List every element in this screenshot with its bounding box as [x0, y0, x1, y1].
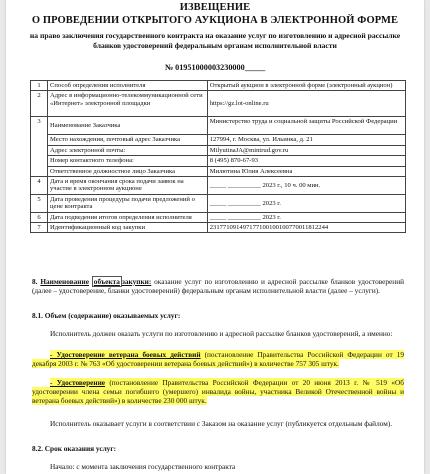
row-value: https://gz.lot-online.ru [207, 91, 405, 117]
table-row [31, 91, 406, 117]
section-8-number: 8. [32, 277, 38, 286]
row-value: Министерство труда и социальной защиты Российской Федерации [207, 117, 405, 135]
doc-title-auction: О ПРОВЕДЕНИИ ОТКРЫТОГО АУКЦИОНА В ЭЛЕКТРОННОЙ ФОРМЕ [31, 15, 399, 26]
notice-info-table [30, 80, 406, 233]
paragraph-order: Исполнитель оказывает услуги в соответствии с Заказом на оказание услуг (публикуется отдельным файлом). [50, 419, 393, 428]
row-label: Идентификационный код закупки [48, 223, 208, 233]
paragraph-start: Начало: с момента заключения государственного контракта [50, 462, 236, 471]
section-8-1-heading: 8.1. Объем (содержание) оказываемых услуг: [32, 311, 181, 320]
notice-number: № 01951000003230000_____ [164, 63, 266, 72]
section-8-2-heading: 8.2. Срок оказания услуг: [32, 444, 117, 453]
table-row [31, 135, 406, 145]
doc-subtitle: на право заключения государственного контракта на оказание услуг по изготовлению и адресной рассылке бланков удостоверений федеральным органам исполнительной власти [29, 31, 401, 50]
table-row [31, 194, 406, 212]
row-label: Адрес в информационно-телекоммуникационной сети «Интернет» электронной площадки [48, 91, 208, 117]
bullet-veteran [32, 350, 404, 368]
row-number: 5 [31, 194, 48, 212]
row-value: Открытый аукцион в электронной форме (электронный аукцион) [207, 81, 405, 91]
bullet-veteran-lead: - Удостоверение ветерана боевых действий [50, 350, 201, 359]
row-number: 4 [31, 177, 48, 195]
row-label: Адрес электронной почты: [48, 145, 208, 155]
section-8-text: оказание услуг по изготовлению и адресной рассылке бланков удостоверений (далее – удостоверение, бланки удостоверений) федеральным органам исполнительной власти (далее – услуги). [32, 277, 404, 296]
doc-title-notice: ИЗВЕЩЕНИЕ [179, 2, 251, 13]
row-label: Наименование Заказчика [48, 117, 208, 135]
bullet-family-text [32, 378, 404, 405]
row-value: Милютина Юлия Алексеевна [207, 166, 405, 176]
bullet-veteran-text [32, 350, 404, 368]
row-label: Способ определения исполнителя [48, 81, 208, 91]
bullet-family-lead: - Удостоверение [50, 378, 106, 387]
table-row [31, 223, 406, 233]
table-row [31, 177, 406, 195]
row-number: 2 [31, 91, 48, 117]
row-number: 1 [31, 81, 48, 91]
bullet-family [32, 378, 404, 406]
row-number: 7 [31, 223, 48, 233]
table-row [31, 145, 406, 155]
row-value: 8 (495) 870-67-93 [207, 156, 405, 166]
row-label: Ответственное должностное лицо Заказчика [48, 166, 208, 176]
row-value: MilyutinaJA@mintrud.gov.ru [207, 145, 405, 155]
row-value: _____ __________ 2023 г. [207, 194, 405, 212]
bullet-veteran-detail: (постановление Правительства Российской Федерации от 19 декабря 2003 г. № 763 «Об удостоверении ветерана боевых действий») в количестве 757 305 штук. [32, 350, 404, 369]
row-value: 231771091497177100100100770011812244 [207, 223, 405, 233]
document-page [6, 0, 424, 474]
row-number: 6 [31, 212, 48, 222]
row-label: Дата подведения итогов определения исполнителя [48, 212, 208, 222]
row-label: Дата и время окончания срока подачи заявок на участие в электронном аукционе [48, 177, 208, 195]
paragraph-scope: Исполнитель должен оказать услуги по изготовлению и адресной рассылке бланков удостоверений, а именно: [50, 329, 393, 338]
table-row [31, 81, 406, 91]
row-value: 127994, г. Москва, ул. Ильинка, д. 21 [207, 135, 405, 145]
row-value: _____ __________ 2023 г., 10 ч. 00 мин. [207, 177, 405, 195]
row-label: Номер контактного телефона: [48, 156, 208, 166]
table-row [31, 156, 406, 166]
section-8-heading-word2: объекта [93, 277, 120, 286]
table-row [31, 212, 406, 222]
section-8-heading-word1: Наименование [40, 277, 89, 286]
section-8 [32, 277, 404, 295]
row-label: Дата проведения процедуры подачи предложений о цене контракта [48, 194, 208, 212]
bullet-family-detail: (постановление Правительства Российской Федерации от 20 июня 2013 г. № 519 «Об удостоверении члена семьи погибшего (умершего) инвалида войны, участника Великой Отечественной войны и ветерана боевых действий») в количестве 230 000 штук. [32, 378, 404, 406]
table-row [31, 117, 406, 135]
table-row [31, 166, 406, 176]
section-8-heading-word3: закупки: [121, 277, 152, 286]
row-number: 3 [31, 117, 48, 177]
row-value: _____ __________ 2023 г. [207, 212, 405, 222]
row-label: Место нахождения, почтовый адрес Заказчика [48, 135, 208, 145]
